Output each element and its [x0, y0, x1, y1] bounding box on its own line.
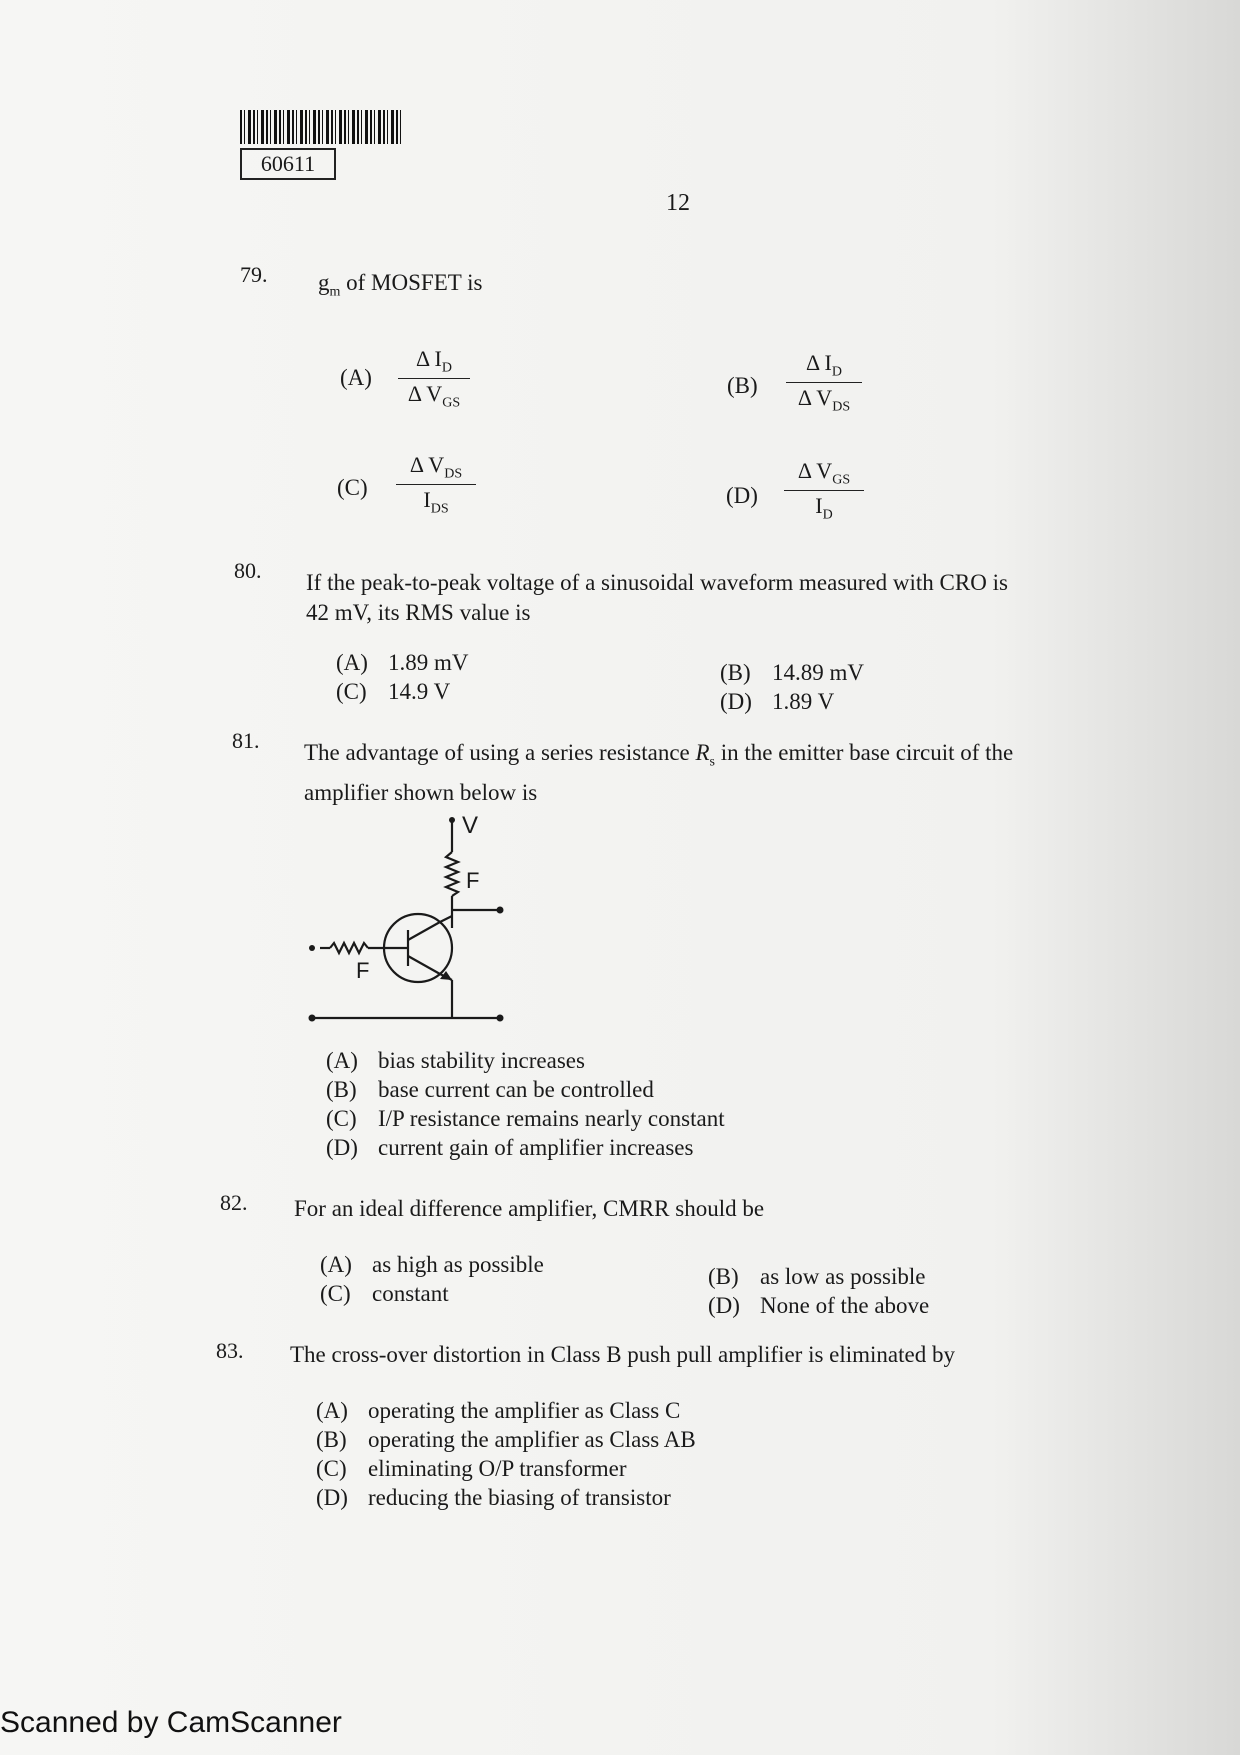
q82-options-left — [320, 1250, 544, 1308]
q79-option-d-fraction[interactable]: Δ $V_{GS}$ $I_D$ — [784, 458, 864, 524]
q82-option-a[interactable]: (A) as high as possible — [320, 1252, 544, 1277]
question-83-number: 83. — [216, 1338, 244, 1363]
q79-option-c-fraction[interactable]: Δ $V_{DS}$ $I_{DS}$ — [396, 452, 476, 518]
question-83-text: The cross-over distortion in Class B push pull amplifier is eliminated by — [290, 1342, 955, 1367]
q81-options — [326, 1046, 725, 1162]
question-79-text: $g_m$ of MOSFET is — [318, 270, 483, 300]
q83-option-a[interactable]: (A) operating the amplifier as Class C — [316, 1398, 681, 1423]
page-number: 12 — [666, 190, 690, 216]
circuit-label-v: V — [462, 812, 479, 839]
q80-option-c[interactable]: (C) 14.9 V — [336, 679, 451, 704]
q82-option-c[interactable]: (C) constant — [320, 1281, 449, 1306]
q82-option-b[interactable]: (B) as low as possible — [708, 1264, 926, 1289]
q80-option-d[interactable]: (D) 1.89 V — [720, 689, 835, 714]
question-80-text: If the peak-to-peak voltage of a sinusoidal waveform measured with CRO is 42 mV, its RMS value is — [306, 570, 1008, 625]
paper-code: 60611 — [240, 148, 336, 180]
circuit-label-collector-resistor: F — [466, 868, 480, 893]
q83-option-c[interactable]: (C) eliminating O/P transformer — [316, 1456, 627, 1481]
question-81-text: The advantage of using a series resistance $R_s$ in the emitter base circuit of the amplifier shown below is — [304, 740, 1014, 805]
q80-options-left — [336, 648, 469, 706]
q79-option-b-label[interactable]: (B) — [727, 373, 758, 398]
scanner-watermark: Scanned by CamScanner — [0, 1706, 342, 1739]
question-80-number: 80. — [234, 558, 262, 583]
q79-option-a-label[interactable]: (A) — [340, 365, 372, 390]
q79-option-a-fraction[interactable]: Δ $I_D$ Δ $V_{GS}$ — [398, 346, 470, 412]
question-79-number: 79. — [240, 262, 268, 287]
q83-options — [316, 1396, 696, 1512]
q80-option-b[interactable]: (B) 14.89 mV — [720, 660, 864, 685]
question-82-text: For an ideal difference amplifier, CMRR should be — [294, 1196, 765, 1221]
q83-option-b[interactable]: (B) operating the amplifier as Class AB — [316, 1427, 696, 1452]
q81-option-d[interactable]: (D) current gain of amplifier increases — [326, 1135, 694, 1160]
q83-option-d[interactable]: (D) reducing the biasing of transistor — [316, 1485, 671, 1510]
question-81-number: 81. — [232, 728, 260, 753]
q81-option-b[interactable]: (B) base current can be controlled — [326, 1077, 654, 1102]
q80-options-right — [720, 658, 864, 716]
amplifier-circuit-diagram — [300, 808, 540, 1028]
circuit-label-series-resistor: F — [356, 958, 370, 983]
q80-option-a[interactable]: (A) 1.89 mV — [336, 650, 469, 675]
q79-option-c-label[interactable]: (C) — [337, 475, 368, 500]
q79-option-b-fraction[interactable]: Δ $I_D$ Δ $V_{DS}$ — [786, 350, 862, 416]
q82-option-d[interactable]: (D) None of the above — [708, 1293, 930, 1318]
q81-option-c[interactable]: (C) I/P resistance remains nearly constant — [326, 1106, 725, 1131]
question-82-number: 82. — [220, 1190, 248, 1215]
q81-option-a[interactable]: (A) bias stability increases — [326, 1048, 585, 1073]
q79-option-d-label[interactable]: (D) — [726, 483, 758, 508]
barcode — [240, 110, 402, 144]
q82-options-right — [708, 1262, 929, 1320]
